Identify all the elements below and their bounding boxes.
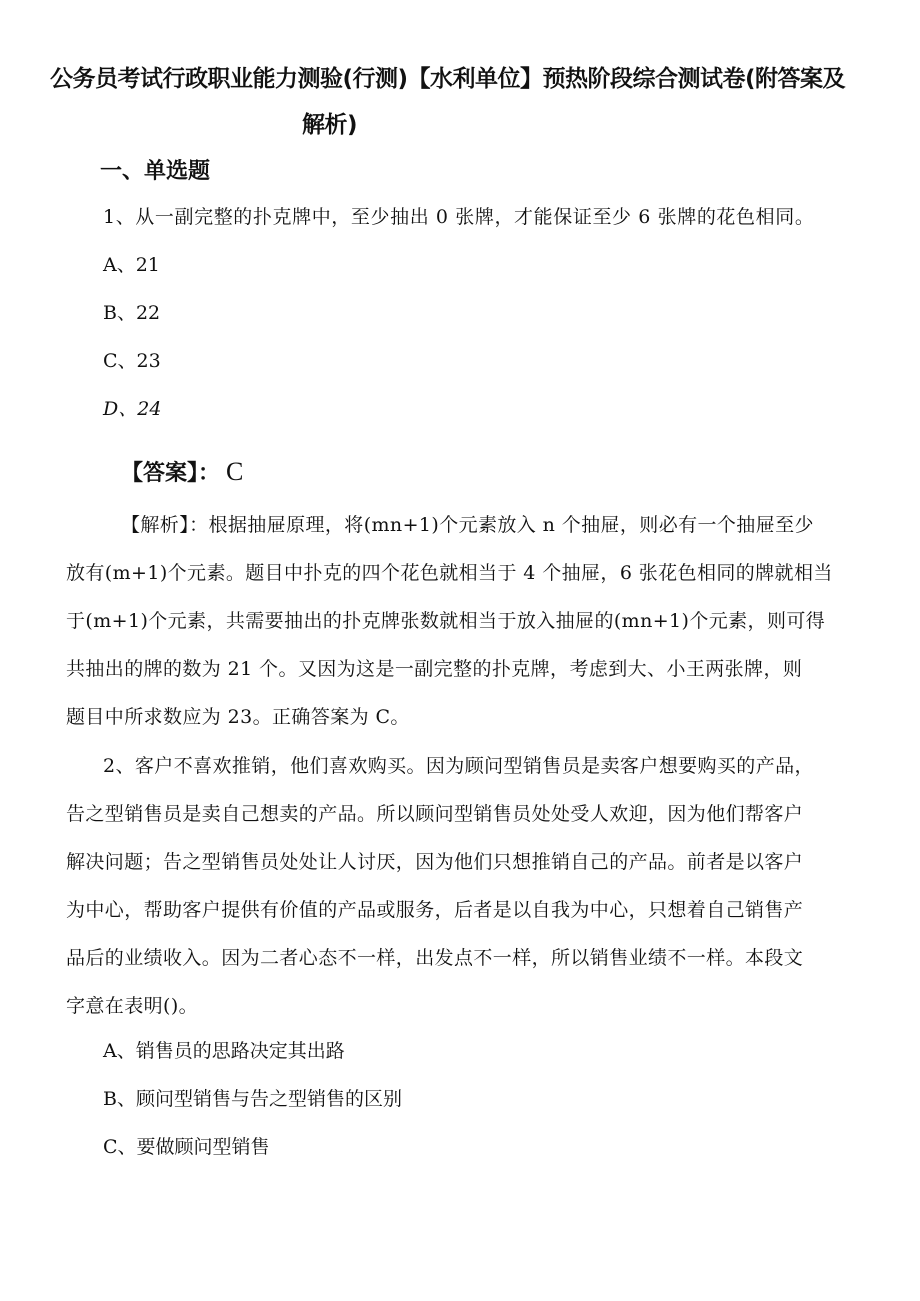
question-2-stem-line: 解决问题；告之型销售员处处让人讨厌，因为他们只想推销自己的产品。前者是以客户 — [66, 851, 804, 873]
question-1-explanation-line: 共抽出的牌的数为 21 个。又因为这是一副完整的扑克牌，考虑到大、小王两张牌，则 — [66, 658, 803, 680]
question-2-stem-line: 为中心，帮助客户提供有价值的产品或服务，后者是以自我为中心，只想着自己销售产 — [66, 899, 804, 921]
answer-label: 【答案】： — [121, 461, 221, 486]
answer-value: C — [226, 457, 244, 486]
question-1-option-a: A、21 — [103, 254, 160, 276]
question-2-stem-line: 品后的业绩收入。因为二者心态不一样，出发点不一样，所以销售业绩不一样。本段文 — [66, 947, 804, 969]
question-2-stem-line: 2、客户不喜欢推销，他们喜欢购买。因为顾问型销售员是卖客户想要购买的产品， — [103, 755, 814, 777]
question-1-explanation-line: 于(m+1)个元素，共需要抽出的扑克牌张数就相当于放入抽屉的(mn+1)个元素，则可得 — [66, 610, 826, 632]
question-2-stem-line: 告之型销售员是卖自己想卖的产品。所以顾问型销售员处处受人欢迎，因为他们帮客户 — [66, 803, 804, 825]
question-1-explanation-line: 题目中所求数应为 23。正确答案为 C。 — [66, 706, 410, 728]
question-1-stem: 1、从一副完整的扑克牌中，至少抽出 0 张牌，才能保证至少 6 张牌的花色相同。 — [103, 206, 815, 228]
question-1-option-d: D、24 — [103, 398, 162, 420]
question-1-option-b: B、22 — [103, 302, 161, 324]
question-1-explanation-line: 放有(m+1)个元素。题目中扑克的四个花色就相当于 4 个抽屉，6 张花色相同的牌就相当 — [66, 562, 833, 584]
question-1-answer — [121, 456, 243, 487]
question-2-stem-line: 字意在表明()。 — [66, 995, 199, 1017]
question-2-option-b: B、顾问型销售与告之型销售的区别 — [103, 1088, 402, 1110]
document-title-line-2: 解析) — [302, 112, 358, 138]
document-title-line-1: 公务员考试行政职业能力测验(行测)【水利单位】预热阶段综合测试卷(附答案及 — [50, 66, 846, 92]
section-heading: 一、单选题 — [100, 159, 211, 184]
question-2-option-a: A、销售员的思路决定其出路 — [103, 1040, 345, 1062]
question-2-option-c: C、要做顾问型销售 — [103, 1136, 270, 1158]
question-1-option-c: C、23 — [103, 350, 161, 372]
question-1-explanation-line: 【解析】：根据抽屉原理，将(mn+1)个元素放入 n 个抽屉，则必有一个抽屉至少 — [121, 514, 814, 536]
